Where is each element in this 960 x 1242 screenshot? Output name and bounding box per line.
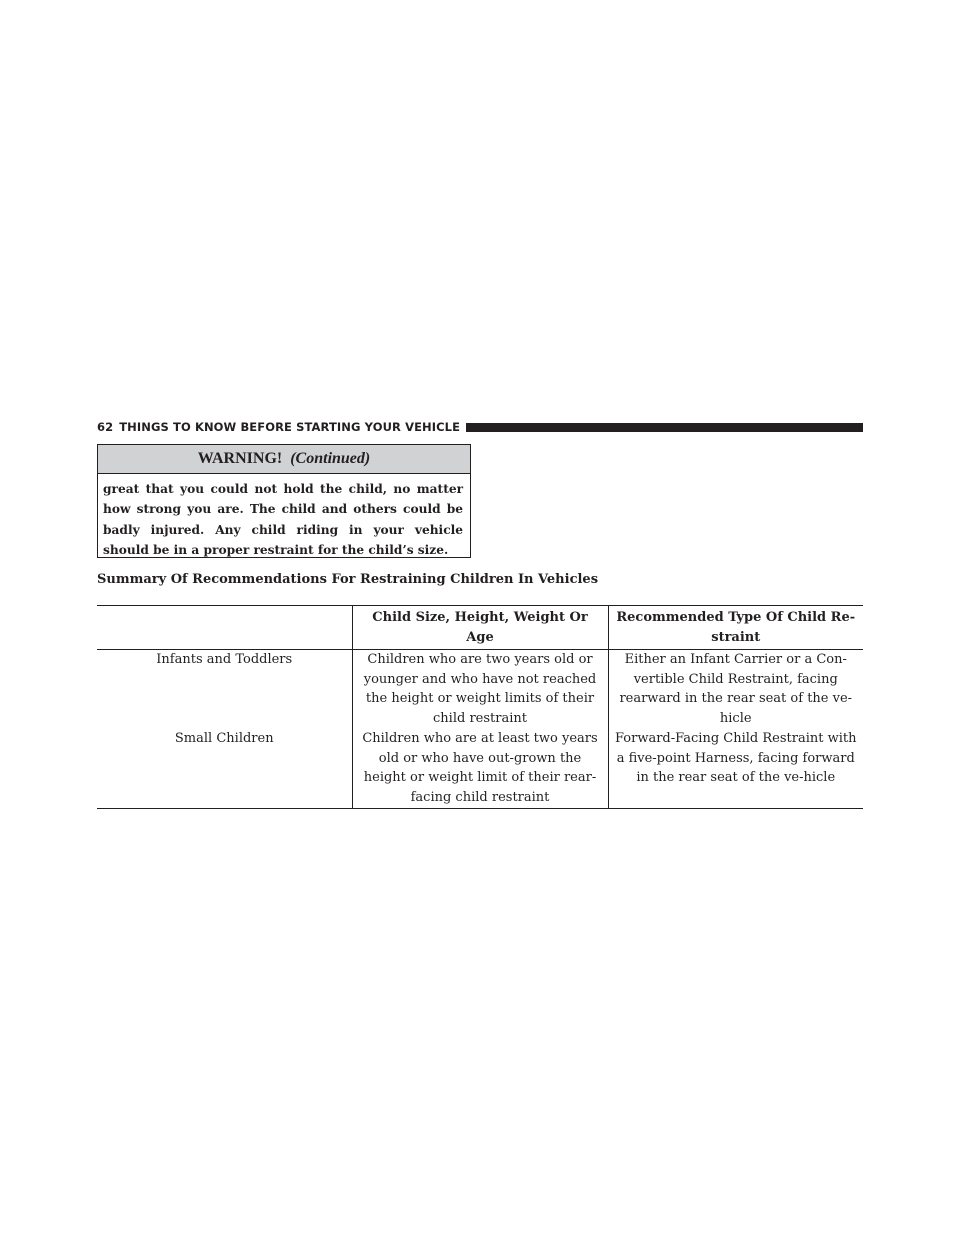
page-header [97, 418, 863, 436]
table-cell-size: Children who are at least two years old or who have out-grown the height or weight limit of their rear-facing child restraint [352, 729, 608, 809]
table-cell-restraint: Either an Infant Carrier or a Con-vertible Child Restraint, facing rearward in the rear seat of the ve-hicle [608, 650, 863, 730]
table-cell-size: Children who are two years old or younger and who have not reached the height or weight limits of their child restraint [352, 650, 608, 730]
table-header-cell: Child Size, Height, Weight Or Age [352, 606, 608, 650]
page-number: 62 [97, 420, 114, 434]
header-text [97, 420, 460, 434]
table-row [97, 729, 863, 809]
warning-body: great that you could not hold the child, no matter how strong you are. The child and others could be badly injured. Any child riding in your vehicle should be in a proper restraint for the child’s size. [103, 482, 463, 557]
warning-continued: (Continued) [290, 450, 371, 467]
table-row [97, 650, 863, 730]
summary-title: Summary Of Recommendations For Restraining Children In Vehicles [97, 572, 599, 587]
table-cell-category: Small Children [97, 729, 352, 809]
table-cell-restraint: Forward-Facing Child Restraint with a five-point Harness, facing forward in the rear seat of the ve-hicle [608, 729, 863, 809]
table-header-cell: Recommended Type Of Child Re-straint [608, 606, 863, 650]
recommendations-table [97, 605, 863, 809]
section-title: THINGS TO KNOW BEFORE STARTING YOUR VEHICLE [119, 420, 461, 434]
warning-title: WARNING! [197, 450, 283, 467]
table-cell-category: Infants and Toddlers [156, 652, 293, 667]
warning-heading [98, 445, 470, 474]
header-rule [466, 423, 863, 432]
table-header-row [97, 606, 863, 650]
table-header-cell [97, 606, 352, 650]
warning-box [97, 444, 471, 558]
